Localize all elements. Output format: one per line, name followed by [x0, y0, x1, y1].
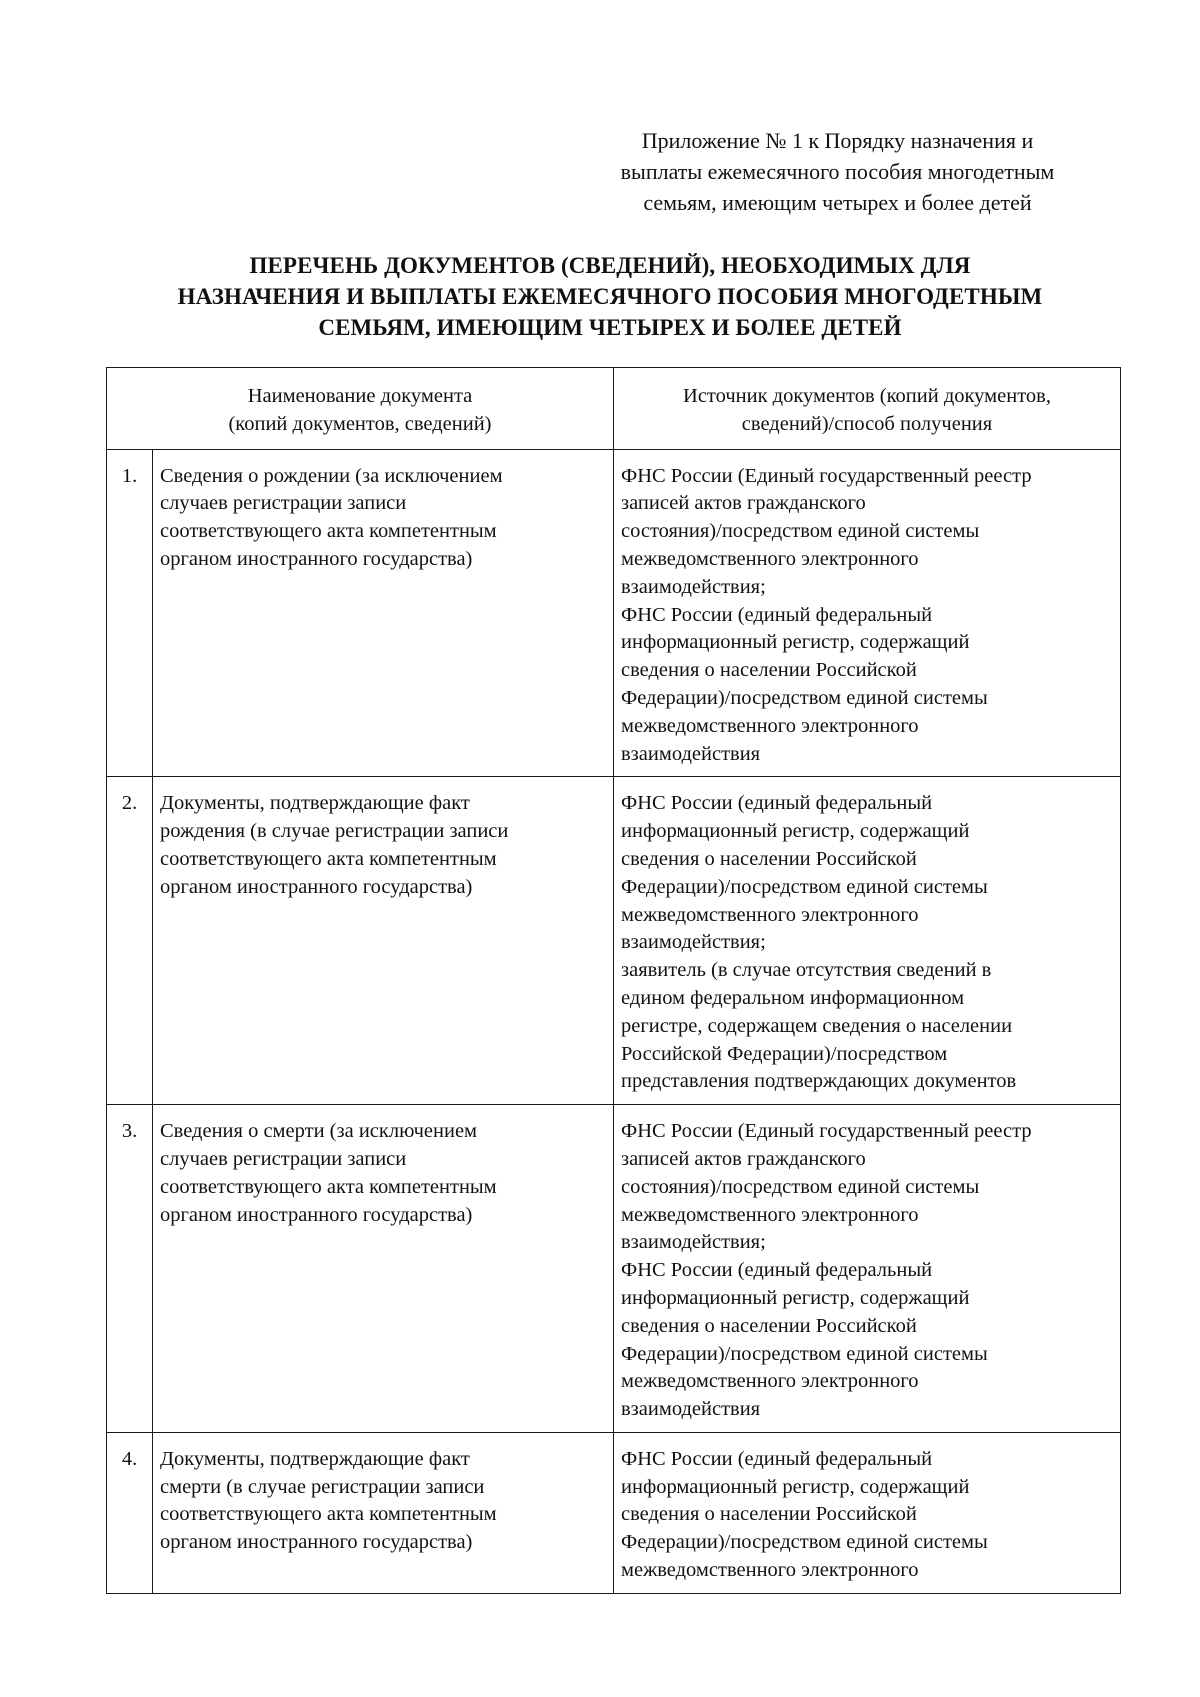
document-source-cell [614, 1105, 1121, 1433]
document-source-line: заявитель (в случае отсутствия сведений в [621, 959, 992, 982]
header-document-name [107, 368, 614, 450]
documents-table [106, 367, 1121, 1594]
document-source-line: ФНС России (единый федеральный [621, 792, 933, 815]
row-number: 1. [107, 449, 153, 777]
document-source-line: взаимодействия; [621, 575, 766, 598]
document-name-line: органом иностранного государства) [160, 1531, 473, 1554]
document-source-line: сведения о населении Российской [621, 847, 917, 870]
document-source-cell [614, 777, 1121, 1105]
document-source-line: межведомственного электронного [621, 1370, 919, 1393]
document-source-line: ФНС России (единый федеральный [621, 603, 933, 626]
document-source-line: информационный регистр, содержащий [621, 631, 970, 654]
document-source-cell [614, 449, 1121, 777]
title-line: СЕМЬЯМ, ИМЕЮЩИМ ЧЕТЫРЕХ И БОЛЕЕ ДЕТЕЙ [318, 315, 902, 340]
document-source-line: информационный регистр, содержащий [621, 1475, 970, 1498]
header-line: (копий документов, сведений) [228, 412, 492, 435]
document-name-line: соответствующего акта компетентным [160, 520, 497, 543]
document-name-cell [153, 449, 614, 777]
document-title [100, 250, 1120, 343]
document-name-line: соответствующего акта компетентным [160, 1175, 497, 1198]
document-source-line: межведомственного электронного [621, 903, 919, 926]
header-line: Источник документов (копий документов, [683, 385, 1051, 407]
document-name-line: случаев регистрации записи [160, 492, 407, 515]
document-source-line: Российской Федерации)/посредством [621, 1042, 948, 1065]
document-name-cell [153, 1105, 614, 1433]
row-number: 3. [107, 1105, 153, 1433]
document-source-line: ФНС России (Единый государственный реестр [621, 464, 1032, 487]
document-source-line: взаимодействия [621, 1398, 761, 1421]
document-source-line: ФНС России (единый федеральный [621, 1447, 933, 1470]
document-name-line: смерти (в случае регистрации записи [160, 1475, 485, 1498]
document-source-line: представления подтверждающих документов [621, 1070, 1017, 1093]
document-source-line: межведомственного электронного [621, 714, 919, 737]
document-source-line: записей актов гражданского [621, 1147, 866, 1170]
document-source-line: межведомственного электронного [621, 1559, 919, 1582]
document-source-line: межведомственного электронного [621, 1203, 919, 1226]
document-source-line: сведения о населении Российской [621, 1503, 917, 1526]
document-source-line: взаимодействия; [621, 1231, 766, 1254]
table-header-row [107, 368, 1121, 450]
table-row [107, 449, 1121, 777]
table-row [107, 1432, 1121, 1593]
document-name-line: органом иностранного государства) [160, 1203, 473, 1226]
title-line: НАЗНАЧЕНИЯ И ВЫПЛАТЫ ЕЖЕМЕСЯЧНОГО ПОСОБИЯ МНОГОДЕТНЫМ [177, 284, 1043, 309]
table-row [107, 777, 1121, 1105]
document-source-line: едином федеральном информационном [621, 986, 965, 1009]
document-name-line: Документы, подтверждающие факт [160, 792, 470, 815]
document-source-line: регистре, содержащем сведения о населении [621, 1014, 1013, 1037]
document-name-cell [153, 1432, 614, 1593]
appendix-line: выплаты ежемесячного пособия многодетным [620, 159, 1055, 184]
document-source-line: информационный регистр, содержащий [621, 820, 970, 843]
document-name-line: Сведения о смерти (за исключением [160, 1120, 478, 1143]
header-document-source [614, 368, 1121, 450]
row-number: 4. [107, 1432, 153, 1593]
document-source-line: Федерации)/посредством единой системы [621, 1531, 988, 1554]
document-name-line: рождения (в случае регистрации записи [160, 820, 509, 843]
appendix-reference [560, 125, 1115, 218]
document-source-line: записей актов гражданского [621, 492, 866, 515]
document-source-line: взаимодействия; [621, 931, 766, 954]
document-source-line: межведомственного электронного [621, 547, 919, 570]
document-source-line: Федерации)/посредством единой системы [621, 1342, 988, 1365]
document-name-line: органом иностранного государства) [160, 547, 473, 570]
header-line: Наименование документа [247, 385, 473, 407]
row-number: 2. [107, 777, 153, 1105]
document-source-line: Федерации)/посредством единой системы [621, 686, 988, 709]
appendix-line: Приложение № 1 к Порядку назначения и [641, 128, 1034, 153]
document-source-line: сведения о населении Российской [621, 1314, 917, 1337]
document-name-cell [153, 777, 614, 1105]
document-source-line: ФНС России (единый федеральный [621, 1259, 933, 1282]
title-line: ПЕРЕЧЕНЬ ДОКУМЕНТОВ (СВЕДЕНИЙ), НЕОБХОДИМЫХ ДЛЯ [249, 253, 971, 278]
document-source-line: Федерации)/посредством единой системы [621, 875, 988, 898]
document-source-line: взаимодействия [621, 742, 761, 765]
document-name-line: органом иностранного государства) [160, 875, 473, 898]
table-body [107, 449, 1121, 1593]
document-name-line: случаев регистрации записи [160, 1147, 407, 1170]
document-source-cell [614, 1432, 1121, 1593]
document-source-line: ФНС России (Единый государственный реестр [621, 1120, 1032, 1143]
appendix-line: семьям, имеющим четырех и более детей [643, 190, 1032, 215]
document-source-line: состояния)/посредством единой системы [621, 520, 980, 543]
document-name-line: соответствующего акта компетентным [160, 847, 497, 870]
document-source-line: информационный регистр, содержащий [621, 1286, 970, 1309]
document-name-line: Документы, подтверждающие факт [160, 1447, 470, 1470]
header-line: сведений)/способ получения [741, 412, 993, 435]
document-name-line: Сведения о рождении (за исключением [160, 464, 503, 487]
document-source-line: сведения о населении Российской [621, 659, 917, 682]
table-row [107, 1105, 1121, 1433]
document-name-line: соответствующего акта компетентным [160, 1503, 497, 1526]
document-source-line: состояния)/посредством единой системы [621, 1175, 980, 1198]
